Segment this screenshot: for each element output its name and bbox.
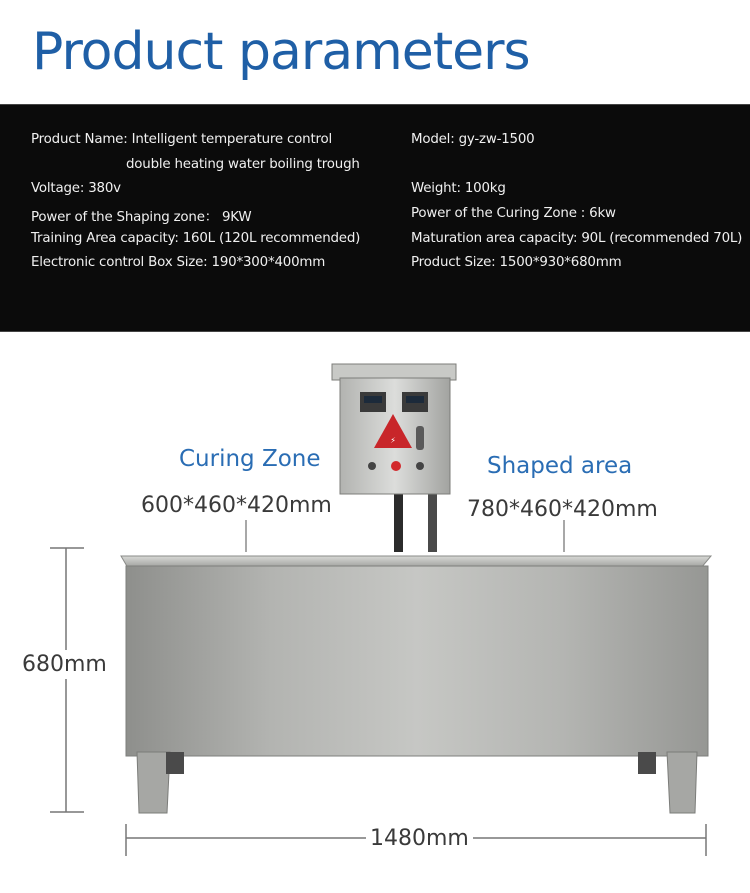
page-title: Product parameters	[32, 22, 530, 82]
water-trough	[121, 556, 711, 813]
spec-product-name: Product Name: Intelligent temperature control	[31, 132, 333, 147]
height-label: 680mm	[22, 652, 107, 677]
spec-training-capacity: Training Area capacity: 160L (120L recommended)	[31, 231, 361, 246]
width-label: 1480mm	[366, 826, 473, 851]
spec-voltage: Voltage: 380v	[31, 181, 121, 196]
product-photo	[0, 330, 750, 893]
svg-text:⚡: ⚡	[390, 436, 396, 445]
shaped-area-dims: 780*460*420mm	[467, 497, 658, 522]
cables	[394, 490, 437, 552]
spec-curing-power: Power of the Curing Zone : 6kw	[411, 206, 616, 221]
spec-product-size: Product Size: 1500*930*680mm	[411, 255, 622, 270]
spec-panel	[0, 104, 750, 332]
spec-weight: Weight: 100kg	[411, 181, 506, 196]
spec-model: Model: gy-zw-1500	[411, 132, 535, 147]
shaped-area-label: Shaped area	[487, 453, 633, 479]
zone-markers	[246, 520, 564, 552]
height-dimension-line	[50, 548, 84, 812]
spec-maturation-capacity: Maturation area capacity: 90L (recommended 70L)	[411, 231, 743, 246]
control-box	[332, 364, 456, 494]
spec-shaping-power: Power of the Shaping zone： 9KW	[31, 210, 252, 225]
spec-control-box-size: Electronic control Box Size: 190*300*400mm	[31, 255, 326, 270]
curing-zone-label: Curing Zone	[179, 446, 321, 472]
curing-zone-dims: 600*460*420mm	[141, 493, 332, 518]
spec-product-name-cont: double heating water boiling trough	[126, 157, 360, 172]
